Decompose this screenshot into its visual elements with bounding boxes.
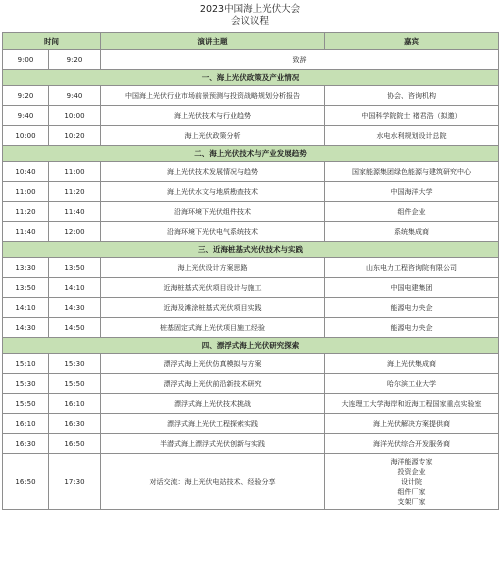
table-row-closing [3,454,499,510]
end-time: 9:40 [49,86,101,106]
guest: 海上光伏集成商 [325,354,499,374]
table-row [3,394,499,414]
section-header [3,242,499,258]
end-time: 12:00 [49,222,101,242]
guest: 系统集成商 [325,222,499,242]
table-row [3,258,499,278]
start-time: 15:30 [3,374,49,394]
page-subtitle: 会议议程 [230,16,269,27]
guest-list-item: 支架厂家 [397,497,426,506]
table-row [3,86,499,106]
start-time: 16:30 [3,434,49,454]
guest: 协会、咨询机构 [325,86,499,106]
topic: 漂浮式海上光伏仿真模拟与方案 [101,354,325,374]
column-header-topic: 演讲主题 [101,33,325,50]
end-time: 14:10 [49,278,101,298]
guest: 山东电力工程咨询院有限公司 [325,258,499,278]
table-row [3,126,499,146]
topic: 中国海上光伏行业市场前景预测与投资战略规划分析报告 [101,86,325,106]
guest: 水电水利规划设计总院 [325,126,499,146]
start-time: 9:00 [3,50,49,70]
topic: 漂浮式海上光伏工程探索实践 [101,414,325,434]
end-time: 13:50 [49,258,101,278]
end-time: 11:00 [49,162,101,182]
topic: 海上光伏政策分析 [101,126,325,146]
guest: 海洋光伏综合开发服务商 [325,434,499,454]
topic: 海上光伏技术与行业趋势 [101,106,325,126]
guest: 大连理工大学海岸和近海工程国家重点实验室 [325,394,499,414]
section-header [3,146,499,162]
end-time: 14:50 [49,318,101,338]
table-header-row [3,33,499,50]
section-title: 三、近海桩基式光伏技术与实践 [3,242,499,258]
guest-list-item: 海洋能源专家 [390,457,433,466]
start-time: 13:50 [3,278,49,298]
start-time: 10:00 [3,126,49,146]
topic: 海上光伏技术发展情况与趋势 [101,162,325,182]
start-time: 14:30 [3,318,49,338]
page-title: 2023中国海上光伏大会 [199,4,301,15]
table-row [3,354,499,374]
table-row [3,278,499,298]
topic: 对话交流：海上光伏电站技术、经验分享 [101,454,325,510]
topic: 致辞 [101,50,499,70]
end-time: 16:50 [49,434,101,454]
end-time: 16:30 [49,414,101,434]
end-time: 15:30 [49,354,101,374]
guest-list-item: 设计院 [401,477,422,486]
guest: 中国科学院院士 褚君浩（拟邀） [325,106,499,126]
topic: 半潜式海上漂浮式光伏创新与实践 [101,434,325,454]
guest: 能源电力央企 [325,318,499,338]
end-time: 9:20 [49,50,101,70]
table-row [3,414,499,434]
topic: 沿海环境下光伏电气系统技术 [101,222,325,242]
start-time: 16:50 [3,454,49,510]
end-time: 10:00 [49,106,101,126]
section-title: 四、漂浮式海上光伏研究探索 [3,338,499,354]
topic: 海上光伏设计方案思路 [101,258,325,278]
guest: 中国海洋大学 [325,182,499,202]
table-row [3,318,499,338]
table-row [3,222,499,242]
topic: 近海及滩涂桩基式光伏项目实践 [101,298,325,318]
start-time: 11:00 [3,182,49,202]
guest: 国家能源集团绿色能源与建筑研究中心 [325,162,499,182]
table-row [3,298,499,318]
guest-list [325,454,499,510]
start-time: 9:40 [3,106,49,126]
table-row-opening [3,50,499,70]
topic: 沿海环境下光伏组件技术 [101,202,325,222]
start-time: 15:10 [3,354,49,374]
guest: 能源电力央企 [325,298,499,318]
section-header [3,70,499,86]
section-header [3,338,499,354]
start-time: 11:40 [3,222,49,242]
table-row [3,106,499,126]
start-time: 14:10 [3,298,49,318]
start-time: 9:20 [3,86,49,106]
start-time: 10:40 [3,162,49,182]
table-row [3,182,499,202]
column-header-guest: 嘉宾 [325,33,499,50]
topic: 桩基固定式海上光伏项目施工经验 [101,318,325,338]
table-row [3,202,499,222]
table-row [3,162,499,182]
topic: 漂浮式海上光伏技术挑战 [101,394,325,414]
topic: 近海桩基式光伏项目设计与施工 [101,278,325,298]
section-title: 二、海上光伏技术与产业发展趋势 [3,146,499,162]
column-header-time: 时间 [3,33,101,50]
table-row [3,374,499,394]
end-time: 17:30 [49,454,101,510]
section-title: 一、海上光伏政策及产业情况 [3,70,499,86]
table-row [3,434,499,454]
guest: 中国电建集团 [325,278,499,298]
topic: 海上光伏水文与地质勘查技术 [101,182,325,202]
start-time: 16:10 [3,414,49,434]
agenda-table [2,32,499,510]
end-time: 14:30 [49,298,101,318]
end-time: 11:20 [49,182,101,202]
end-time: 11:40 [49,202,101,222]
guest-list-item: 组件厂家 [397,487,426,496]
topic: 漂浮式海上光伏前沿新技术研究 [101,374,325,394]
guest-list-item: 投资企业 [397,467,426,476]
end-time: 16:10 [49,394,101,414]
start-time: 11:20 [3,202,49,222]
guest: 组件企业 [325,202,499,222]
guest: 海上光伏解决方案提供商 [325,414,499,434]
start-time: 15:50 [3,394,49,414]
start-time: 13:30 [3,258,49,278]
end-time: 10:20 [49,126,101,146]
guest: 哈尔滨工业大学 [325,374,499,394]
end-time: 15:50 [49,374,101,394]
title-block [2,4,498,28]
